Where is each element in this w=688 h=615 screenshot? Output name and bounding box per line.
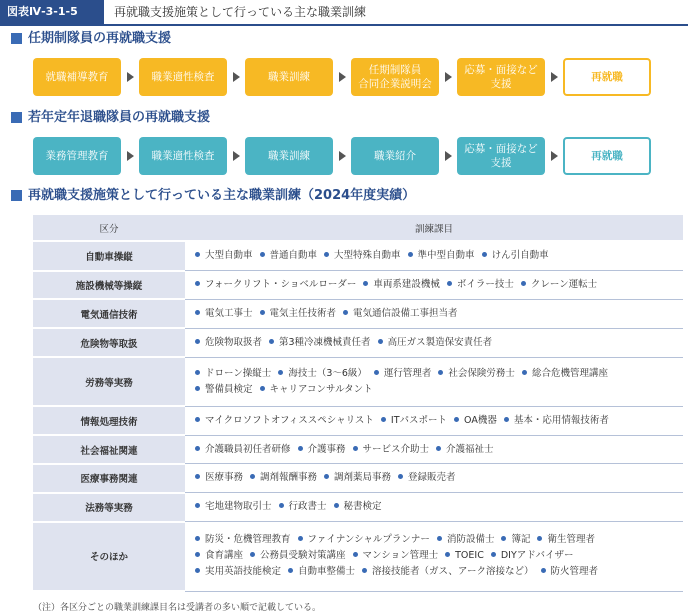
bullet-dot-icon (537, 536, 542, 541)
row-category: 医療事務関連 (33, 464, 185, 493)
figure-header (0, 0, 688, 26)
training-item (398, 470, 456, 486)
bullet-dot-icon (195, 536, 200, 541)
flow-step-label: 業務管理教育 (45, 150, 109, 162)
bullet-dot-icon (436, 446, 441, 451)
bullet-dot-icon (250, 474, 255, 479)
bullet-dot-icon (334, 503, 339, 508)
training-item-label: 介護事務 (307, 443, 346, 455)
row-category: 施設機械等操縦 (33, 271, 185, 300)
row-category: 労務等実務 (33, 357, 185, 406)
training-item-label: 秘書検定 (343, 501, 382, 513)
table-row (33, 522, 683, 591)
training-item (445, 548, 484, 564)
training-item-label: 高圧ガス製造保安責任者 (387, 336, 493, 348)
row-items (185, 328, 683, 357)
training-item (436, 442, 494, 458)
arrow-right-icon (233, 151, 240, 161)
training-item-label: 実用英語技能検定 (205, 566, 282, 578)
flow-step (33, 58, 121, 96)
training-item (378, 335, 493, 351)
flow-step-label: 職業適性検査 (151, 71, 215, 83)
flow-step-label: 任期制隊員 合同企業説明会 (358, 64, 432, 90)
training-item (353, 442, 430, 458)
bullet-dot-icon (260, 252, 265, 257)
training-item-label: 介護福祉士 (446, 443, 494, 455)
flow-step-label: 再就職 (591, 150, 623, 162)
training-item-label: 宅地建物取引士 (205, 501, 272, 513)
row-items (185, 435, 683, 464)
training-item-label: クレーン運転士 (530, 278, 598, 290)
arrow-right-icon (551, 72, 558, 82)
figure-label: 図表Ⅳ-3-1-5 (0, 0, 104, 24)
bullet-dot-icon (324, 252, 329, 257)
training-item-label: 行政書士 (288, 501, 327, 513)
bullet-dot-icon (298, 536, 303, 541)
bullet-dot-icon (250, 552, 255, 557)
table-row (33, 406, 683, 435)
training-item-label: 総合危機管理講座 (531, 367, 608, 379)
training-item (408, 248, 475, 264)
row-category: そのほか (33, 522, 185, 591)
arrow-right-icon (127, 151, 134, 161)
training-item (522, 366, 608, 382)
flow-step (33, 137, 121, 175)
training-item-label: 溶接技能者（ガス、アーク溶接など） (372, 566, 534, 578)
flow-step-final (563, 137, 651, 175)
training-item (324, 470, 391, 486)
training-item-label: 電気主任技術者 (269, 307, 337, 319)
item-line (195, 564, 675, 580)
training-item (501, 532, 530, 548)
training-item-label: 海技士（3～6級） (288, 367, 367, 379)
training-item (260, 306, 337, 322)
flow-step-label: 就職補導教育 (45, 71, 109, 83)
bullet-dot-icon (353, 446, 358, 451)
training-item (250, 548, 346, 564)
item-line (195, 248, 675, 264)
arrow-right-icon (339, 151, 346, 161)
training-item-label: 電気工事士 (205, 307, 253, 319)
training-item (279, 499, 327, 515)
training-item (298, 532, 430, 548)
training-item (334, 499, 382, 515)
item-line (195, 335, 675, 351)
training-item-label: 警備員検定 (205, 383, 253, 395)
table-header-row (33, 215, 683, 241)
training-item (269, 335, 371, 351)
training-item (491, 548, 574, 564)
training-item (381, 413, 447, 429)
training-item-label: 調剤薬局事務 (334, 472, 392, 484)
training-item (195, 277, 356, 293)
table-row (33, 299, 683, 328)
bullet-dot-icon (541, 568, 546, 573)
training-item-label: ドローン操縦士 (205, 367, 272, 379)
bullet-dot-icon (363, 281, 368, 286)
training-item-label: 電気通信設備工事担当者 (353, 307, 458, 319)
training-item (195, 470, 243, 486)
training-item-label: 登録販売者 (408, 472, 456, 484)
bullet-dot-icon (437, 536, 442, 541)
arrow-right-icon (339, 72, 346, 82)
bullet-dot-icon (482, 252, 487, 257)
training-item-label: 第3種冷凍機械責任者 (279, 336, 371, 348)
row-items (185, 357, 683, 406)
bullet-dot-icon (378, 339, 383, 344)
row-category: 電気通信技術 (33, 299, 185, 328)
training-item (195, 532, 291, 548)
item-line (195, 442, 675, 458)
training-item-label: ボイラー技士 (456, 278, 514, 290)
training-item (195, 548, 243, 564)
training-item-label: ITパスポート (390, 414, 448, 426)
training-item (521, 277, 597, 293)
row-items (185, 522, 683, 591)
training-item-label: 調剤報酬事務 (260, 472, 318, 484)
training-item-label: 自動車整備士 (298, 566, 356, 578)
training-item (447, 277, 514, 293)
section-title-text: 任期制隊員の再就職支援 (28, 31, 172, 46)
section-title-fixed-term (11, 30, 171, 48)
arrow-right-icon (551, 151, 558, 161)
training-item (195, 335, 262, 351)
training-item-label: 衛生管理者 (547, 534, 595, 546)
training-item-label: 車両系建設機械 (373, 278, 440, 290)
table-row (33, 357, 683, 406)
table-row (33, 241, 683, 271)
row-items (185, 406, 683, 435)
row-category: 危険物等取扱 (33, 328, 185, 357)
training-item (298, 442, 346, 458)
section-title-early-retirement (11, 109, 210, 127)
training-item (288, 564, 355, 580)
flow-step-label: 応募・面接など 支援 (464, 143, 538, 169)
arrow-right-icon (445, 151, 452, 161)
bullet-dot-icon (195, 339, 200, 344)
training-item (195, 306, 253, 322)
bullet-dot-icon (504, 417, 509, 422)
item-line (195, 499, 675, 515)
bullet-dot-icon (447, 281, 452, 286)
training-item-label: 社会保険労務士 (448, 367, 515, 379)
bullet-dot-icon (398, 474, 403, 479)
item-line (195, 366, 675, 382)
training-item-label: キャリアコンサルタント (269, 383, 373, 395)
training-item-label: 運行管理者 (383, 367, 432, 379)
training-item-label: DIYアドバイザー (500, 550, 574, 562)
square-bullet-icon (11, 190, 22, 201)
training-item-label: 消防設備士 (446, 534, 495, 546)
bullet-dot-icon (279, 503, 284, 508)
flow-step (457, 137, 545, 175)
flow-step-final (563, 58, 651, 96)
item-line (195, 277, 675, 293)
table-row (33, 464, 683, 493)
training-item (250, 470, 317, 486)
flow-step-label: 職業紹介 (374, 150, 416, 162)
footnote: （注）各区分ごとの職業訓練課目名は受講者の多い順で記載している。 (33, 603, 322, 613)
header-category: 区分 (33, 215, 185, 241)
bullet-dot-icon (324, 474, 329, 479)
square-bullet-icon (11, 33, 22, 44)
arrow-right-icon (127, 72, 134, 82)
square-bullet-icon (11, 112, 22, 123)
training-item (195, 564, 281, 580)
bullet-dot-icon (195, 281, 200, 286)
bullet-dot-icon (195, 552, 200, 557)
training-item-label: 食育講座 (205, 550, 244, 562)
bullet-dot-icon (298, 446, 303, 451)
row-items (185, 493, 683, 522)
flow-step (351, 137, 439, 175)
row-category: 社会福祉関連 (33, 435, 185, 464)
training-item (195, 382, 253, 398)
flow-early-retirement (33, 137, 683, 175)
training-item-label: マイクロソフトオフィススペシャリスト (205, 414, 374, 426)
bullet-dot-icon (343, 310, 348, 315)
training-item (437, 532, 495, 548)
training-item (454, 413, 497, 429)
training-item (195, 248, 253, 264)
bullet-dot-icon (195, 474, 200, 479)
row-category: 自動車操縦 (33, 241, 185, 271)
item-line (195, 306, 675, 322)
bullet-dot-icon (195, 568, 200, 573)
training-item (541, 564, 599, 580)
flow-step-label: 応募・面接など 支援 (464, 64, 538, 90)
training-item (363, 277, 440, 293)
bullet-dot-icon (381, 417, 386, 422)
flow-step (139, 137, 227, 175)
training-item-label: 普通自動車 (269, 250, 318, 262)
bullet-dot-icon (195, 370, 200, 375)
training-item-label: OA機器 (464, 414, 497, 426)
flow-fixed-term (33, 58, 683, 96)
training-item (260, 248, 318, 264)
row-items (185, 299, 683, 328)
item-line (195, 532, 675, 548)
training-table (33, 215, 683, 592)
training-item-label: フォークリフト・ショベルローダー (205, 278, 357, 290)
bullet-dot-icon (522, 370, 527, 375)
bullet-dot-icon (260, 386, 265, 391)
flow-step-label: 職業適性検査 (151, 150, 215, 162)
figure-title: 再就職支援施策として行っている主な職業訓練 (114, 5, 367, 19)
training-item-label: 医療事務 (205, 472, 244, 484)
training-item (260, 382, 373, 398)
flow-step-label: 職業訓練 (268, 71, 310, 83)
training-item-label: マンション管理士 (362, 550, 439, 562)
training-item (374, 366, 432, 382)
arrow-right-icon (233, 72, 240, 82)
bullet-dot-icon (195, 252, 200, 257)
row-category: 情報処理技術 (33, 406, 185, 435)
section-title-text: 若年定年退職隊員の再就職支援 (28, 110, 211, 125)
bullet-dot-icon (288, 568, 293, 573)
bullet-dot-icon (195, 310, 200, 315)
table-row (33, 493, 683, 522)
training-item-label: 基本・応用情報技術者 (513, 414, 609, 426)
section-title-training (11, 187, 415, 205)
bullet-dot-icon (195, 417, 200, 422)
header-subjects: 訓練課目 (185, 215, 683, 241)
training-item-label: ファイナンシャルプランナー (307, 534, 430, 546)
bullet-dot-icon (445, 552, 450, 557)
training-item-label: 準中型自動車 (417, 250, 475, 262)
flow-step-label: 職業訓練 (268, 150, 310, 162)
training-item (362, 564, 534, 580)
training-item (195, 413, 374, 429)
training-item-label: 防災・危機管理教育 (205, 534, 291, 546)
bullet-dot-icon (374, 370, 379, 375)
training-item (504, 413, 609, 429)
training-item (537, 532, 595, 548)
bullet-dot-icon (195, 386, 200, 391)
bullet-dot-icon (501, 536, 506, 541)
item-line (195, 413, 675, 429)
row-items (185, 271, 683, 300)
bullet-dot-icon (454, 417, 459, 422)
bullet-dot-icon (408, 252, 413, 257)
bullet-dot-icon (353, 552, 358, 557)
flow-step (245, 58, 333, 96)
bullet-dot-icon (491, 552, 496, 557)
item-line (195, 470, 675, 486)
training-item-label: 防火管理者 (550, 566, 599, 578)
training-item (482, 248, 549, 264)
table-row (33, 271, 683, 300)
item-line (195, 382, 675, 398)
training-item-label: TOEIC (455, 550, 484, 562)
training-item-label: 大型自動車 (205, 250, 253, 262)
row-items (185, 241, 683, 271)
training-item-label: 公務員受験対策講座 (260, 550, 346, 562)
row-items (185, 464, 683, 493)
training-item (195, 366, 271, 382)
section-title-text: 再就職支援施策として行っている主な職業訓練（2024年度実績） (28, 188, 416, 203)
flow-step (457, 58, 545, 96)
flow-step (245, 137, 333, 175)
bullet-dot-icon (260, 310, 265, 315)
bullet-dot-icon (195, 503, 200, 508)
table-row (33, 328, 683, 357)
training-item-label: 大型特殊自動車 (334, 250, 401, 262)
flow-step-label: 再就職 (591, 71, 623, 83)
training-item-label: 簿記 (511, 534, 531, 546)
training-item (324, 248, 401, 264)
training-item (343, 306, 458, 322)
training-item-label: 介護職員初任者研修 (205, 443, 291, 455)
item-line (195, 548, 675, 564)
bullet-dot-icon (269, 339, 274, 344)
training-item (195, 442, 291, 458)
training-item-label: サービス介助士 (362, 443, 430, 455)
arrow-right-icon (445, 72, 452, 82)
table-row (33, 435, 683, 464)
row-category: 法務等実務 (33, 493, 185, 522)
training-item-label: けん引自動車 (491, 250, 549, 262)
training-item (278, 366, 367, 382)
bullet-dot-icon (521, 281, 526, 286)
bullet-dot-icon (278, 370, 283, 375)
training-item (438, 366, 515, 382)
flow-step (139, 58, 227, 96)
training-item-label: 危険物取扱者 (205, 336, 263, 348)
training-item (353, 548, 439, 564)
flow-step (351, 58, 439, 96)
bullet-dot-icon (362, 568, 367, 573)
bullet-dot-icon (438, 370, 443, 375)
bullet-dot-icon (195, 446, 200, 451)
training-item (195, 499, 272, 515)
